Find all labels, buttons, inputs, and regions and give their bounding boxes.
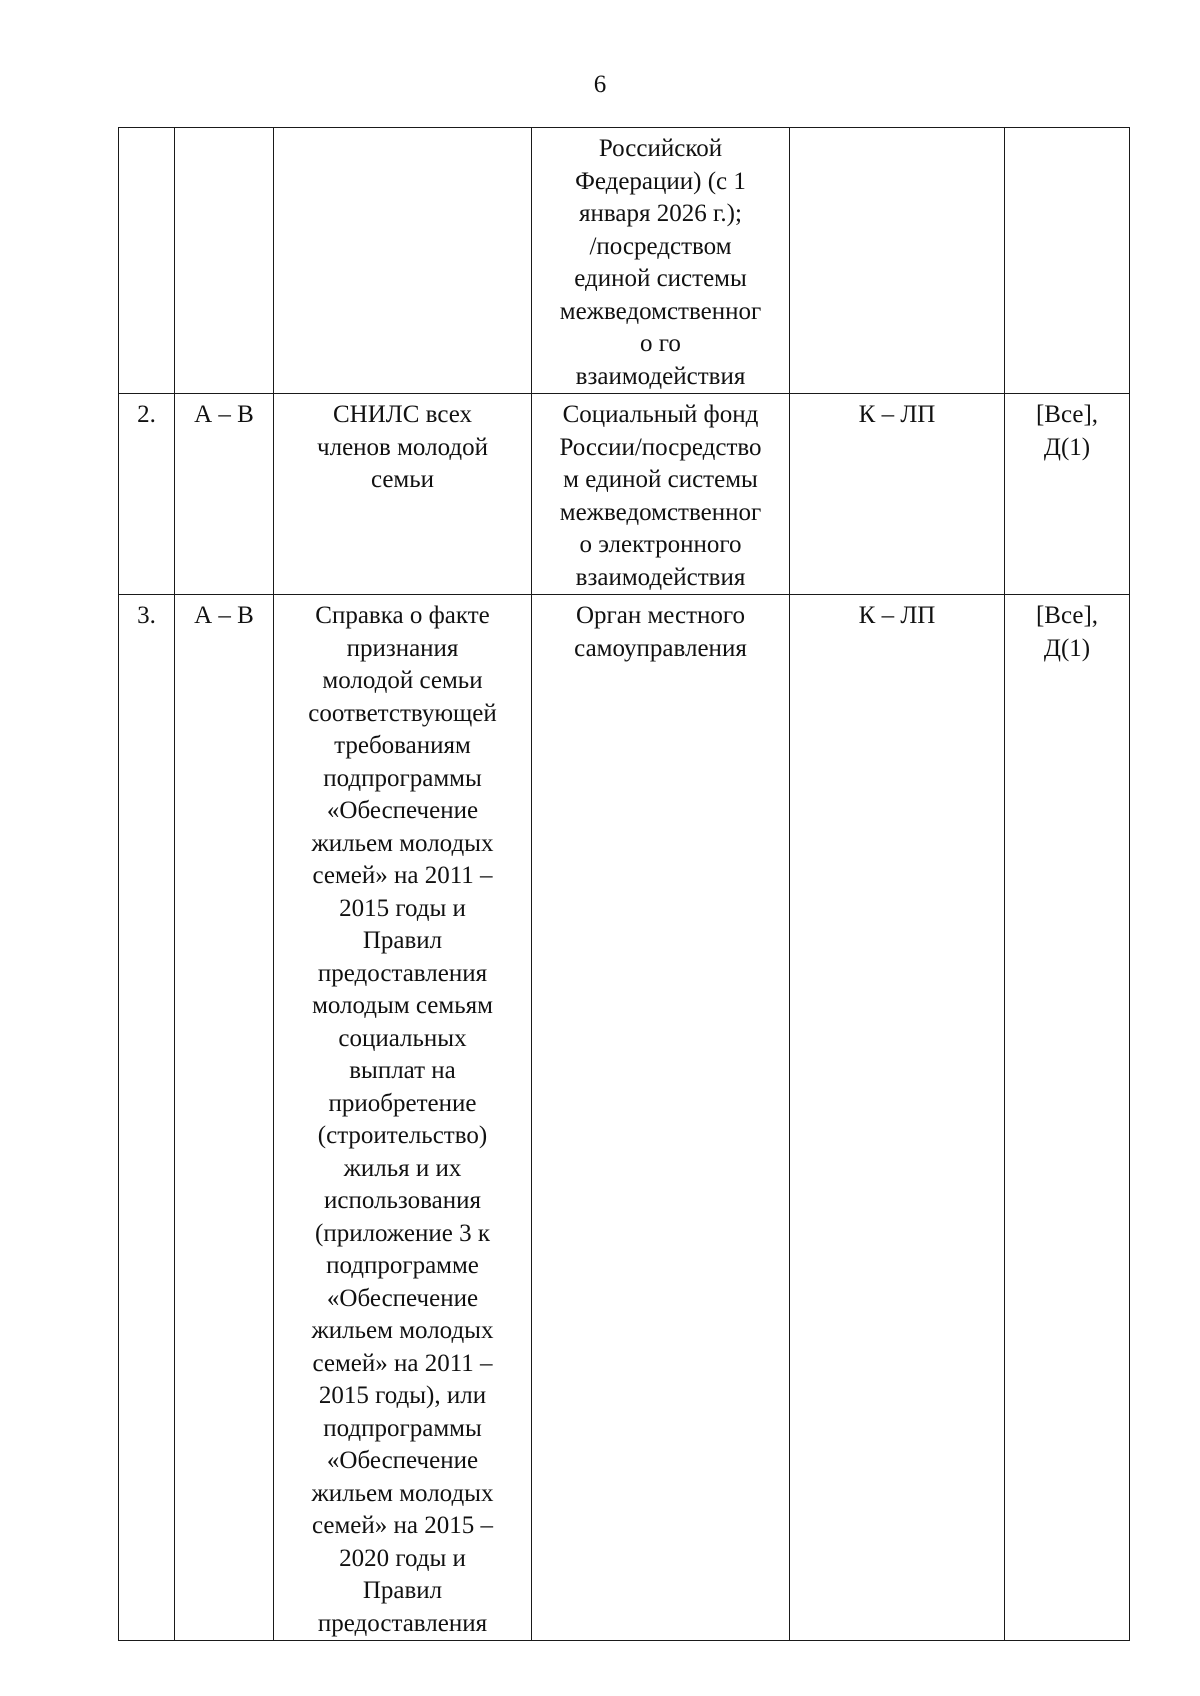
document-name-cell-line: «Обеспечение [326,1284,479,1312]
document-name-cell [274,595,532,1641]
document-name-cell-line: подпрограммы [323,1414,482,1442]
document-name-cell-line: 2015 годы и [339,894,466,922]
document-name-cell-line: соответствующей [308,699,497,727]
category-cell: А – В [175,394,274,595]
document-name-cell-line: жильем молодых [311,829,494,857]
document-name-cell-line: предоставления [317,1609,488,1637]
source-cell-line: января 2026 г.); [579,200,742,227]
document-name-cell-line: семей» на 2015 – [311,1512,494,1539]
source-cell-line: Социальный фонд [562,401,759,428]
scope-cell [1005,128,1130,394]
source-cell-line: взаимодействия [575,563,746,591]
row-number-cell [119,128,175,394]
source-cell [532,595,790,1641]
source-cell-line: межведомственног [559,297,762,325]
document-name-cell-line: жильем молодых [311,1479,494,1507]
document-name-cell-line: Справка о факте [315,602,490,629]
scope-cell-line: Д(1) [1043,634,1091,662]
category-cell: А – В [175,595,274,1641]
form-cell [790,394,1005,595]
source-cell-line: единой системы [574,265,747,292]
scope-cell-line: Д(1) [1043,433,1091,461]
document-name-cell-line: использования [324,1187,481,1214]
table-row-2 [119,394,1130,595]
category-cell [175,128,274,394]
source-cell [532,128,790,394]
document-name-cell-line: (строительство) [317,1122,488,1149]
document-name-cell-line: жилья и их [343,1154,462,1182]
scope-cell-line: [Все], [1035,602,1099,629]
document-name-cell-line: СНИЛС всех [333,401,472,428]
document-name-cell-line: 2015 годы), или [318,1382,487,1409]
table-body [119,128,1130,1641]
document-name-cell-line: Правил [362,927,443,954]
source-cell-line: м единой системы [563,466,758,493]
document-name-cell [274,394,532,595]
document-name-cell-line: членов молодой [317,433,488,461]
document-name-cell-line: предоставления [317,959,488,987]
document-name-cell-line: (приложение 3 к [315,1219,490,1247]
document-name-cell-line: «Обеспечение [326,797,479,824]
document-name-cell-line: семьи [370,466,435,493]
form-cell-line: К – ЛП [858,401,936,428]
source-cell-line: Федерации) (с 1 [575,167,746,195]
form-cell [790,128,1005,394]
source-cell-line: /посредством [589,232,732,260]
document-name-cell-line: жильем молодых [311,1317,494,1344]
row-number-cell: 3. [119,595,175,1641]
document-name-cell-line: выплат на [349,1057,456,1084]
requirements-table [118,127,1130,1641]
source-cell [532,394,790,595]
source-cell-line: Российской [598,135,723,162]
document-name-cell-line: семей» на 2011 – [312,1349,493,1377]
page-number: 6 [593,71,607,98]
document-name-cell-line: требованиям [334,732,471,759]
source-cell-line: России/посредство [559,433,762,461]
document-name-cell-line: признания [346,634,459,662]
source-cell-line: межведомственног [559,498,762,526]
table-row-continuation [119,128,1130,394]
source-cell-line: самоуправления [574,634,747,662]
document-name-cell-line: Правил [362,1577,443,1604]
document-name-cell [274,128,532,394]
scope-cell [1005,595,1130,1641]
document-name-cell-line: молодым семьям [312,992,493,1019]
form-cell [790,595,1005,1641]
row-number-cell: 2. [119,394,175,595]
table-row-3 [119,595,1130,1641]
source-cell-line: взаимодействия [575,362,746,390]
document-name-cell-line: семей» на 2011 – [312,862,493,889]
document-name-cell-line: «Обеспечение [326,1447,479,1474]
scope-cell [1005,394,1130,595]
form-cell-line: К – ЛП [858,602,936,629]
document-name-cell-line: подпрограммы [323,764,482,792]
document-name-cell-line: подпрограмме [326,1252,479,1279]
source-cell-line: о го [640,330,681,357]
document-name-cell-line: 2020 годы и [339,1544,466,1572]
document-name-cell-line: молодой семьи [322,667,483,694]
source-cell-line: Орган местного [575,602,746,629]
document-name-cell-line: социальных [338,1024,467,1052]
source-cell-line: о электронного [579,531,742,558]
document-name-cell-line: приобретение [328,1089,477,1117]
scope-cell-line: [Все], [1035,401,1099,428]
